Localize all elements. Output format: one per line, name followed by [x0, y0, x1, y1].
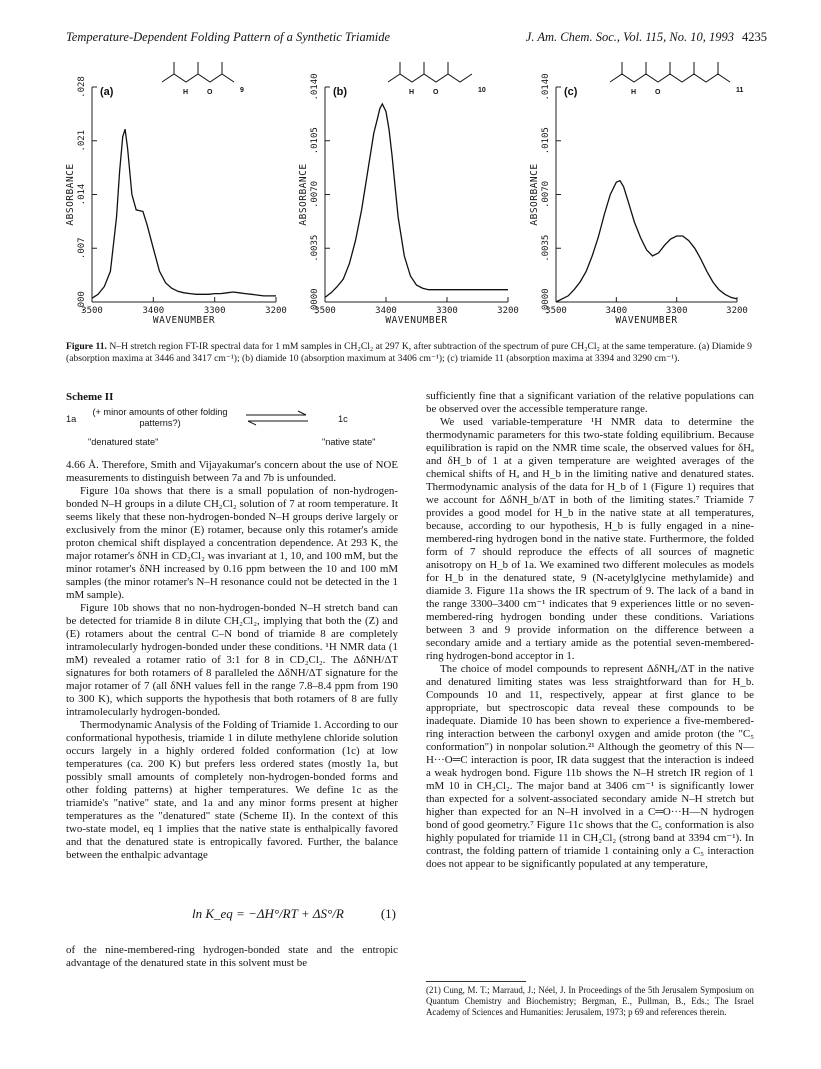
compound-number: 9 — [240, 87, 244, 94]
scheme-left-note: (+ minor amounts of other folding patterns?) — [92, 407, 228, 428]
paragraph: Figure 10a shows that there is a small population of non-hydrogen-bonded N–H groups in a dilute CH₂Cl₂ solution of 7 at room temperature. It seems likely that these non-hydrogen-bonded N–H groups derive largely or exclusively from the minor (E) rotamer, because only this rotamer's amide proton chemical shift displayed a concentration dependence. At 293 K, the major rotamer's δNH in CD₂Cl₂ was invariant at 1, 10, and 100 mM, but the minor rotamer's δNH increased by 0.16 ppm between the 10 and 100 mM samples (the minor rotamer's N–H resonance could not be detected in the 1 mM sample). — [66, 485, 398, 601]
x-tick-label: 3500 — [545, 306, 567, 316]
y-tick-label: .0070 — [541, 180, 551, 209]
y-tick-label: .0070 — [310, 180, 320, 209]
y-axis-title: ABSORBANCE — [65, 163, 76, 226]
x-tick-label: 3400 — [142, 306, 165, 316]
spectrum-line — [556, 181, 737, 302]
o-atom-label: O — [655, 89, 661, 96]
figure-11-svg — [65, 52, 770, 342]
running-header-title: Temperature-Dependent Folding Pattern of a Synthetic Triamide — [66, 30, 391, 44]
y-tick-label: .0105 — [541, 127, 551, 155]
y-tick-label: .0105 — [310, 127, 320, 155]
x-tick-label: 3300 — [665, 306, 688, 316]
h-atom-label: H — [631, 89, 637, 96]
h-atom-label: H — [183, 89, 189, 96]
spectrum-line — [325, 104, 508, 298]
right-column — [426, 390, 754, 871]
y-tick-label: .000 — [77, 291, 87, 313]
y-tick-label: .028 — [77, 76, 87, 98]
y-tick-label: .014 — [77, 183, 87, 206]
x-tick-label: 3400 — [375, 306, 397, 316]
molecule-skeleton — [610, 74, 730, 82]
y-tick-label: .0000 — [310, 288, 320, 316]
o-atom-label: O — [433, 89, 439, 96]
x-tick-label: 3300 — [203, 306, 226, 316]
scheme-title: Scheme II — [66, 391, 114, 403]
paragraph: Figure 10b shows that no non-hydrogen-bonded N–H stretch band can be detected for triamide 8 in dilute CH₂Cl₂, implying that both the (Z) and (E) rotamers about the central C–N bond of triamide 8 are completely intramolecularly hydrogen-bonded under these conditions. ¹H NMR data (1 mM) revealed a rotamer ratio of 3:1 for 8 in CD₂Cl₂. The ΔδNH/ΔT signatures for both rotamers of 8 paralleled the ΔδNH/ΔT signature for the major rotamer of 7 (all δNH values fell in the range 7.8–8.4 ppm from 190 to 300 K), which supports the hypothesis that both rotamers of 8 are fully intramolecularly hydrogen-bonded. — [66, 602, 398, 718]
molecule-skeleton — [388, 74, 472, 82]
y-tick-label: .0140 — [310, 73, 320, 101]
caption-label: Figure 11. — [66, 341, 107, 352]
x-tick-label: 3200 — [497, 306, 519, 316]
o-atom-label: O — [207, 89, 213, 96]
x-tick-label: 3400 — [605, 306, 628, 316]
y-tick-label: .0140 — [541, 73, 551, 101]
figure-caption — [66, 341, 752, 365]
running-header-journal — [526, 30, 767, 45]
spectrum-line — [92, 129, 276, 298]
page-number: 4235 — [742, 30, 767, 44]
paragraph: sufficiently fine that a significant variation of the relative populations can be observed over the accessible temperature range. — [426, 390, 754, 415]
paragraph: Thermodynamic Analysis of the Folding of Triamide 1. According to our conformational hypothesis, triamide 1 in dilute methylene chloride solution occurs largely in a highly ordered folded conformation (1c) at low temperatures (ca. 200 K) but prefers less ordered states (mostly 1a, but possibly small amounts of completely non-hydrogen-bonded forms and other folding patterns) at higher temperatures. We define 1c as the triamide's "native" state, and 1a and any minor forms present at higher temperatures as the "denatured" state (Scheme II). In the context of this two-state model, eq 1 implies that the native state is enthalpically favored and that the denatured state is entropically favored. Further, the balance between the enthalpic advantage — [66, 719, 398, 861]
compound-number: 11 — [736, 87, 744, 94]
x-axis-title: WAVENUMBER — [385, 315, 448, 326]
panel-label: (b) — [333, 86, 348, 98]
y-tick-label: .021 — [77, 129, 87, 152]
scheme-right-species: 1c — [338, 414, 348, 424]
x-tick-label: 3500 — [81, 306, 103, 316]
y-tick-label: .0000 — [541, 288, 551, 316]
equation-body: ln K_eq = −ΔH°/RT + ΔS°/R — [192, 906, 344, 921]
x-tick-label: 3200 — [726, 306, 748, 316]
paragraph: of the nine-membered-ring hydrogen-bonded state and the entropic advantage of the denatured state in this solvent must be — [66, 944, 398, 969]
panel-label: (a) — [100, 86, 114, 98]
left-column-continued — [66, 944, 398, 970]
y-tick-label: .0035 — [310, 234, 320, 262]
footnote-rule — [426, 981, 526, 982]
journal-citation: J. Am. Chem. Soc., Vol. 115, No. 10, 1993 — [525, 30, 734, 44]
molecule-skeleton — [162, 74, 234, 82]
x-tick-label: 3300 — [436, 306, 458, 316]
x-tick-label: 3500 — [314, 306, 336, 316]
y-tick-label: .0035 — [541, 234, 551, 262]
paragraph: The choice of model compounds to represent ΔδNHₐ/ΔT in the native and denatured limiting states was less straightforward than for H_b. Compounds 10 and 11, respectively, appear at first glance to be appropriate, but spectroscopic data reveal these compounds to be inadequate. Diamide 10 has been shown to experience a five-membered-ring interaction between the carbonyl oxygen and amide proton (the "C₅ conformation") in nonpolar solution.²¹ Although the geometry of this N—H···O═C interaction is poor, IR data suggest that the interaction is indeed a weak hydrogen bond. Figure 11b shows the N–H stretch IR region of 1 mM 10 in CH₂Cl₂. The major band at 3406 cm⁻¹ is significantly lower than expected for a solvent-associated secondary amide N–H stretch but higher than expected for an N–H involved in a C═O···H—N hydrogen bond of good geometry.⁷ Figure 11c shows that the C₅ conformation is also highly populated for triamide 11 in CH₂Cl₂ (strong band at 3394 cm⁻¹). In contrast, the folding pattern of triamide 1 containing only a C₅ interaction does not appear to be significantly populated at any temperature, — [426, 663, 754, 870]
scheme-left-state: "denatured state" — [88, 437, 159, 447]
scheme-right-state: "native state" — [322, 437, 376, 447]
y-axis-title: ABSORBANCE — [298, 163, 309, 226]
equation-1 — [66, 906, 400, 928]
x-axis-title: WAVENUMBER — [615, 315, 678, 326]
panel-label: (c) — [564, 86, 578, 98]
y-tick-label: .007 — [77, 237, 87, 260]
figure-11 — [65, 52, 770, 342]
footnote-21: (21) Cung, M. T.; Marraud, J.; Néel, J. In Proceedings of the 5th Jerusalem Symposium on Quantum Chemistry and Biochemistry; Bergman, E., Pullman, B., Eds.; The Israel Academy of Sciences and Humanities: Jerusalem, 1973; p 69 and references therein. — [426, 985, 754, 1017]
y-axis-title: ABSORBANCE — [529, 163, 540, 226]
scheme-ii — [66, 391, 400, 451]
scheme-left-species: 1a — [66, 414, 77, 424]
caption-text: N–H stretch region FT-IR spectral data for 1 mM samples in CH₂Cl₂ at 297 K, after subtraction of the spectrum of pure CH₂Cl₂ at the same temperature. (a) Diamide 9 (absorption maxima at 3446 and 3417 cm⁻¹); (b) diamide 10 (absorption maximum at 3406 cm⁻¹); (c) triamide 11 (absorption maxima at 3394 and 3290 cm⁻¹). — [66, 341, 752, 364]
equation-number: (1) — [380, 906, 396, 921]
left-column — [66, 459, 398, 862]
x-axis-title: WAVENUMBER — [152, 315, 216, 326]
h-atom-label: H — [409, 89, 415, 96]
paragraph: We used variable-temperature ¹H NMR data to determine the thermodynamic parameters for this two-state folding equilibrium. Because equilibration is rapid on the NMR time scale, the observed values for δHₐ and δH_b of 1 at a given temperature are weighted averages of the chemical shifts of Hₐ and H_b in the limiting native and denatured states. Thermodynamic analysis of the data for H_b of 1 (Figure 1) requires that we account for ΔδNH_b/ΔT in both of the limiting states.⁷ Triamide 7 provides a good model for H_b in the native state at all temperatures, because, according to our hypothesis, H_b is fully engaged in a nine-membered-ring hydrogen bond in the native state. Furthermore, the folded form of 7 should reproduce the effects of all sources of magnetic anisotropy on H_b of 1a. We examined two different molecules as models for H_b in the denatured state, 9 (N-acetylglycine methylamide) and diamide 3. Figure 11a shows the IR spectrum of 9. The lack of a band in the range 3300–3400 cm⁻¹ indicates that 9 experiences little or no seven-membered-ring hydrogen bonding under these conditions. Variations between 3 and 9 provide information on the difference between a secondary amide and a tertiary amide as the potential seven-membered-ring hydrogen-bond acceptor in 1. — [426, 416, 754, 662]
compound-number: 10 — [478, 87, 486, 94]
x-tick-label: 3200 — [265, 306, 287, 316]
paragraph: 4.66 Å. Therefore, Smith and Vijayakumar's concern about the use of NOE measurements to distinguish between 7a and 7b is unfounded. — [66, 459, 398, 484]
equilibrium-arrows — [244, 408, 310, 428]
